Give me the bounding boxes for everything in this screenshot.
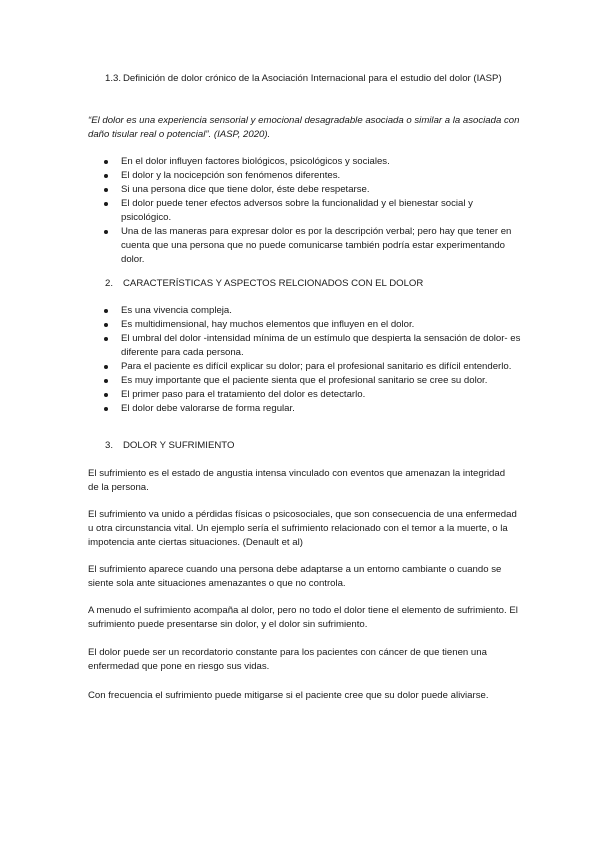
quote-citation: (IASP, 2020). bbox=[211, 129, 271, 140]
list-item: Es una vivencia compleja. bbox=[104, 304, 522, 318]
bullet-list-definition bbox=[104, 155, 522, 267]
section-1-3-heading bbox=[105, 72, 520, 86]
list-item: Si una persona dice que tiene dolor, éste debe respetarse. bbox=[104, 183, 522, 197]
section-1-3-title: Definición de dolor crónico de la Asociación Internacional para el estudio del dolor (IASP) bbox=[123, 73, 502, 84]
list-item: El umbral del dolor -intensidad mínima de un estímulo que despierta la sensación de dolor- es diferente para cada persona. bbox=[104, 332, 522, 360]
list-item: En el dolor influyen factores biológicos, psicológicos y sociales. bbox=[104, 155, 522, 169]
list-item: Es multidimensional, hay muchos elementos que influyen en el dolor. bbox=[104, 318, 522, 332]
bullet-icon bbox=[104, 337, 108, 341]
list-item: El dolor puede tener efectos adversos sobre la funcionalidad y el bienestar social y psicológico. bbox=[104, 197, 522, 225]
bullet-icon bbox=[104, 188, 108, 192]
quote-text: “El dolor es una experiencia sensorial y emocional desagradable asociada o similar a la asociada con daño tisular real o potencial”. bbox=[88, 115, 520, 140]
section-1-3-number: 1.3. bbox=[105, 73, 122, 84]
section-2-title: CARACTERÍSTICAS Y ASPECTOS RELCIONADOS CON EL DOLOR bbox=[123, 278, 424, 289]
list-item: Una de las maneras para expresar dolor es por la descripción verbal; pero hay que tener en cuenta que una persona que no puede comunicarse también podría estar experimentando dolor. bbox=[104, 225, 522, 267]
bullet-icon bbox=[104, 365, 108, 369]
section-3-heading bbox=[105, 439, 520, 453]
bullet-list-characteristics bbox=[104, 304, 522, 416]
section-2-heading bbox=[105, 277, 520, 291]
bullet-icon bbox=[104, 160, 108, 164]
list-item: El primer paso para el tratamiento del dolor es detectarlo. bbox=[104, 388, 522, 402]
bullet-icon bbox=[104, 309, 108, 313]
bullet-icon bbox=[104, 174, 108, 178]
section-2-number: 2. bbox=[105, 278, 114, 289]
paragraph: Con frecuencia el sufrimiento puede mitigarse si el paciente cree que su dolor puede aliviarse. bbox=[88, 690, 489, 701]
paragraph: El dolor puede ser un recordatorio constante para los pacientes con cáncer de que tienen una enfermedad que pone en riesgo sus vidas. bbox=[88, 647, 487, 672]
paragraph: A menudo el sufrimiento acompaña al dolor, pero no todo el dolor tiene el elemento de sufrimiento. El sufrimiento puede presentarse sin dolor, y el dolor sin sufrimiento. bbox=[88, 605, 518, 630]
iasp-definition-quote bbox=[88, 114, 520, 142]
bullet-icon bbox=[104, 379, 108, 383]
list-item: El dolor debe valorarse de forma regular. bbox=[104, 402, 522, 416]
bullet-icon bbox=[104, 407, 108, 411]
list-item: Es muy importante que el paciente sienta que el profesional sanitario se cree su dolor. bbox=[104, 374, 522, 388]
section-3-title: DOLOR Y SUFRIMIENTO bbox=[123, 440, 235, 451]
bullet-icon bbox=[104, 323, 108, 327]
section-3-number: 3. bbox=[105, 440, 114, 451]
paragraph: El sufrimiento es el estado de angustia intensa vinculado con eventos que amenazan la integridad de la persona. bbox=[88, 468, 506, 493]
paragraph: El sufrimiento va unido a pérdidas físicas o psicosociales, que son consecuencia de una enfermedad u otra circunstancia vital. Un ejemplo sería el sufrimiento relacionado con el temor a la muerte, o la impotencia ante ciertas situaciones. (Denault et al) bbox=[88, 509, 517, 548]
bullet-icon bbox=[104, 202, 108, 206]
list-item: Para el paciente es difícil explicar su dolor; para el profesional sanitario es difícil entenderlo. bbox=[104, 360, 522, 374]
paragraph: El sufrimiento aparece cuando una persona debe adaptarse a un entorno cambiante o cuando se siente sola ante situaciones amenazantes o que no controla. bbox=[88, 564, 502, 589]
list-item: El dolor y la nocicepción son fenómenos diferentes. bbox=[104, 169, 522, 183]
bullet-icon bbox=[104, 230, 108, 234]
bullet-icon bbox=[104, 393, 108, 397]
